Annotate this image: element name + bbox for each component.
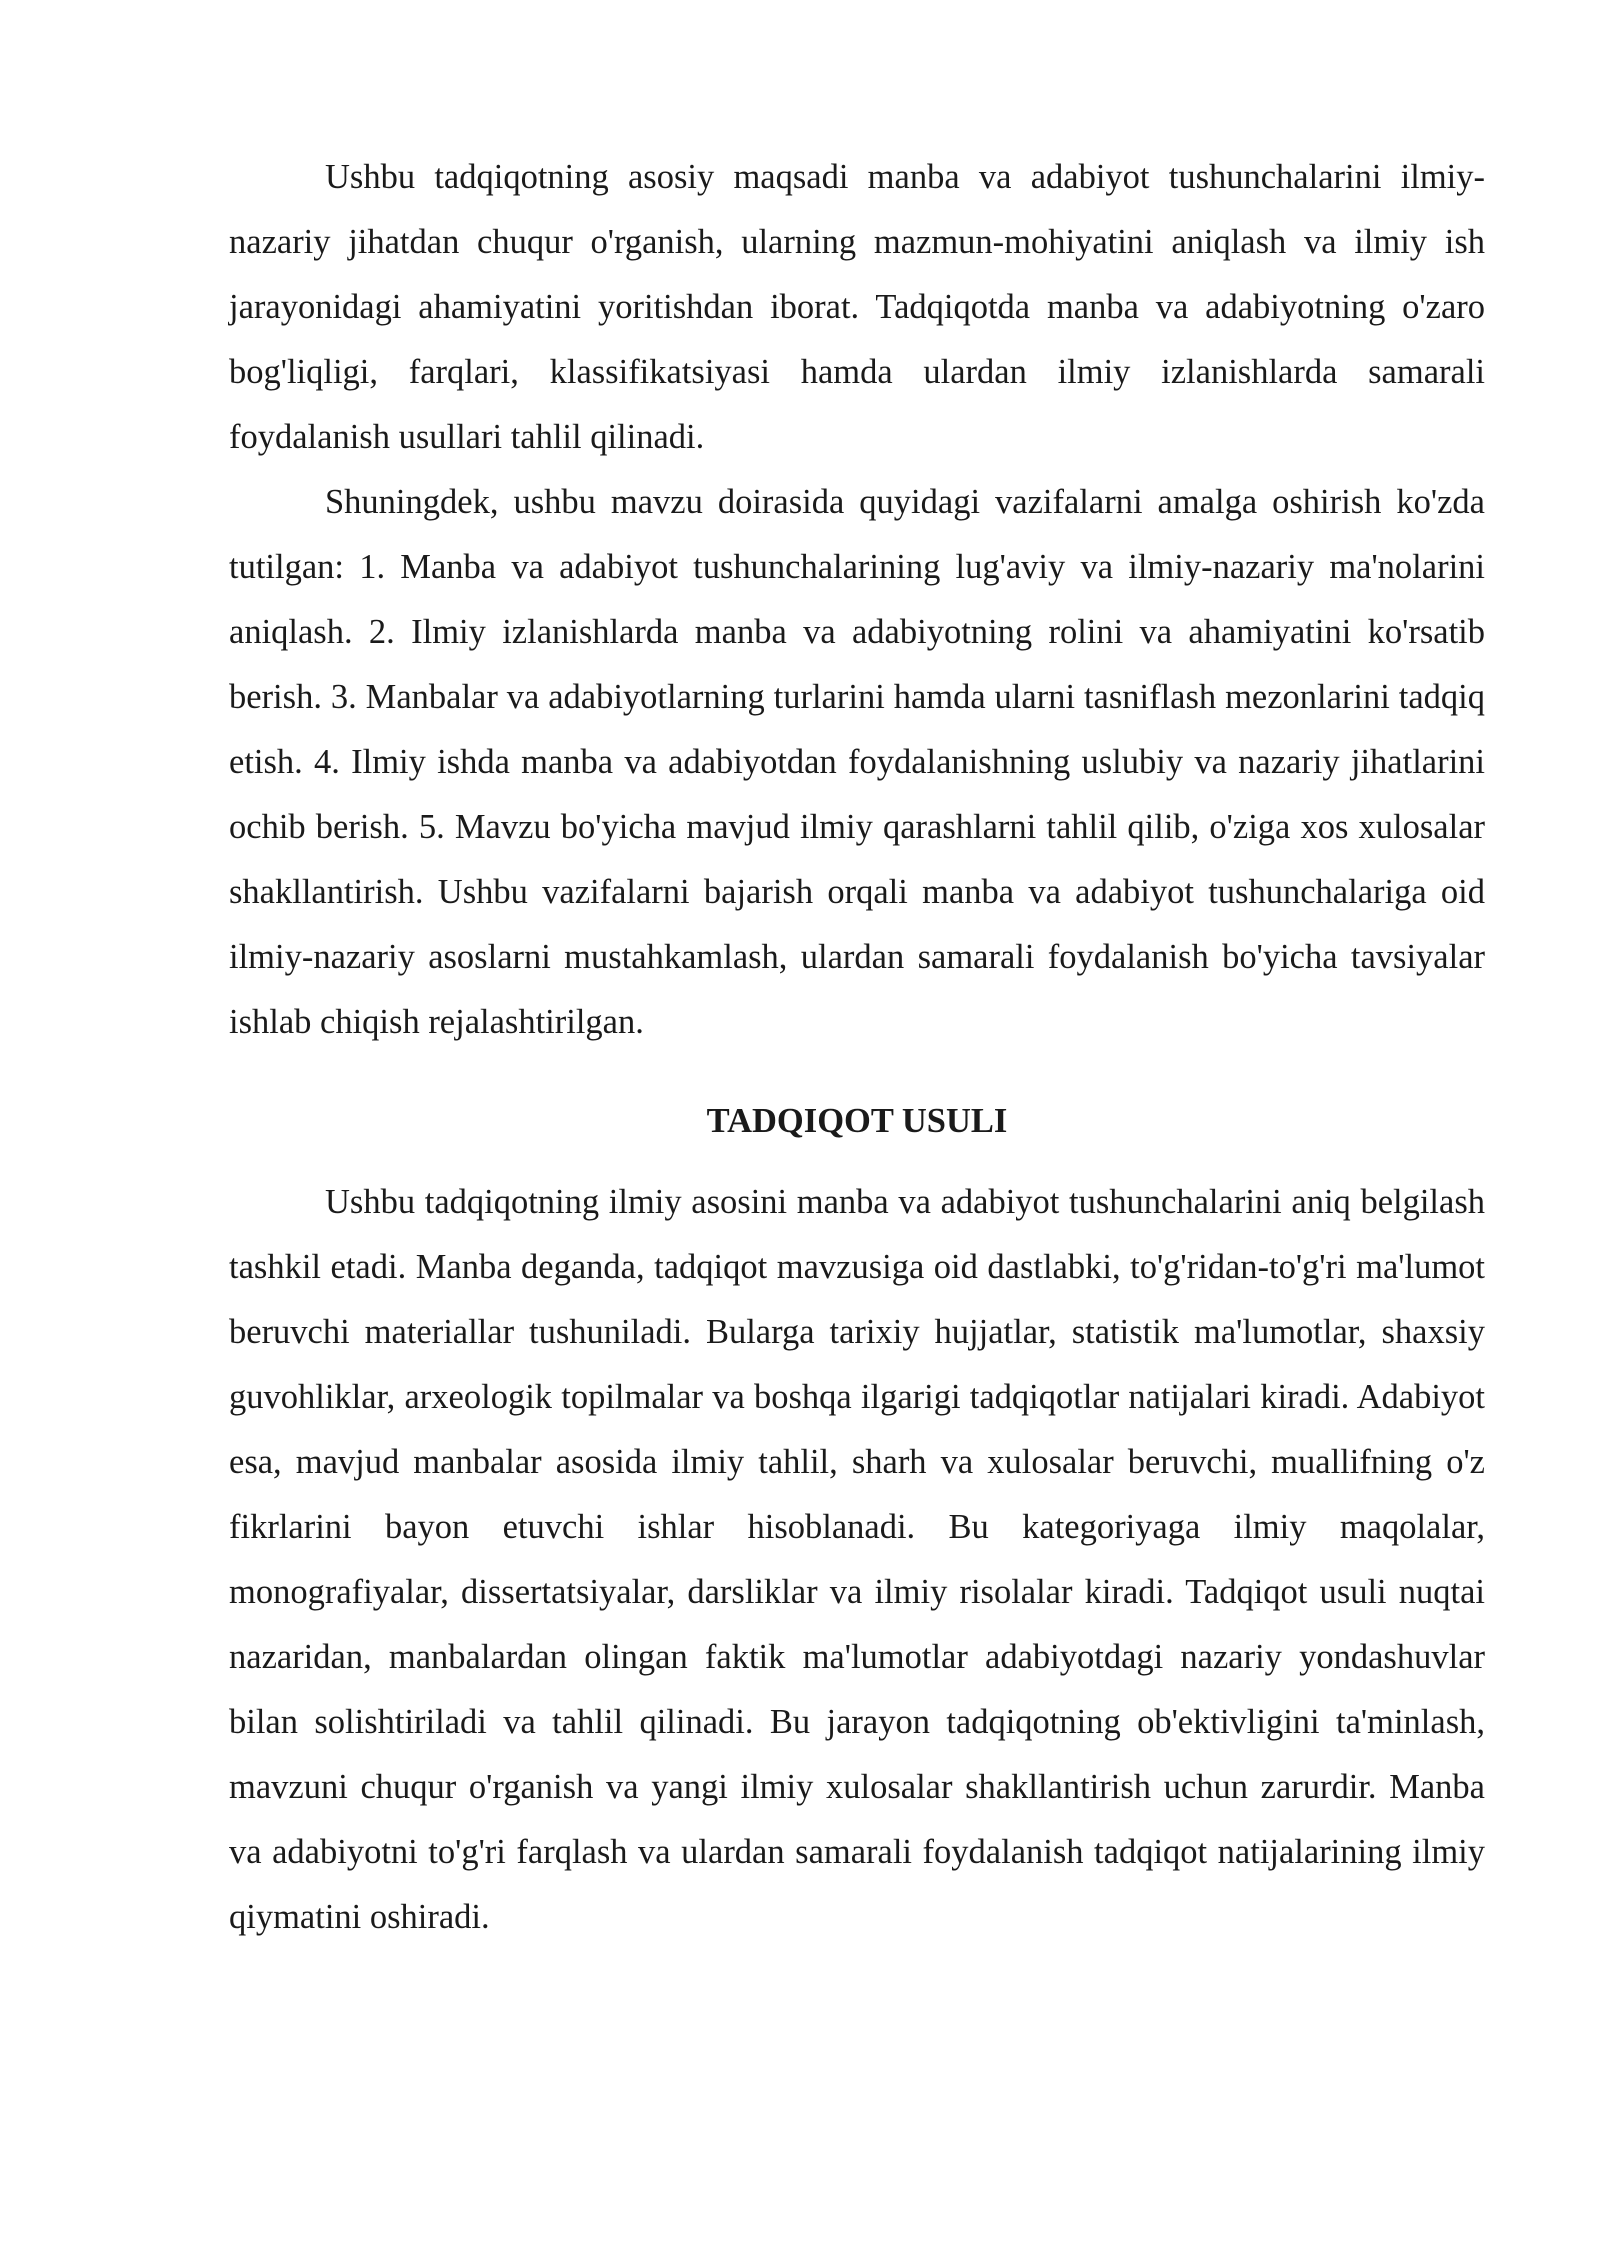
paragraph-purpose: Ushbu tadqiqotning asosiy maqsadi manba va adabiyot tushunchalarini ilmiy-nazariy jihatdan chuqur o'rganish, ularning mazmun-mohiyatini aniqlash va ilmiy ish jarayonidagi ahamiyatini yoritishdan iborat. Tadqiqotda manba va adabiyotning o'zaro bog'liqligi, farqlari, klassifikatsiyasi hamda ulardan ilmiy izlanishlarda samarali foydalanish usullari tahlil qilinadi.	[229, 158, 1485, 456]
section-heading: TADQIQOT USULI	[706, 1102, 1008, 1140]
paragraph-method: Ushbu tadqiqotning ilmiy asosini manba va adabiyot tushunchalarini aniq belgilash tashkil etadi. Manba deganda, tadqiqot mavzusiga oid dastlabki, to'g'ridan-to'g'ri ma'lumot beruvchi materiallar tushuniladi. Bularga tarixiy hujjatlar, statistik ma'lumotlar, shaxsiy guvohliklar, arxeologik topilmalar va boshqa ilgarigi tadqiqotlar natijalari kiradi. Adabiyot esa, mavjud manbalar asosida ilmiy tahlil, sharh va xulosalar beruvchi, muallifning o'z fikrlarini bayon etuvchi ishlar hisoblanadi. Bu kategoriyaga ilmiy maqolalar, monografiyalar, dissertatsiyalar, darsliklar va ilmiy risolalar kiradi. Tadqiqot usuli nuqtai nazaridan, manbalardan olingan faktik ma'lumotlar adabiyotdagi nazariy yondashuvlar bilan solishtiriladi va tahlil qilinadi. Bu jarayon tadqiqotning ob'ektivligini ta'minlash, mavzuni chuqur o'rganish va yangi ilmiy xulosalar shakllantirish uchun zarurdir. Manba va adabiyotni to'g'ri farqlash va ulardan samarali foydalanish tadqiqot natijalarining ilmiy qiymatini oshiradi.	[229, 1183, 1485, 1936]
paragraph-tasks: Shuningdek, ushbu mavzu doirasida quyidagi vazifalarni amalga oshirish ko'zda tutilgan: 1. Manba va adabiyot tushunchalarining lug'aviy va ilmiy-nazariy ma'nolarini aniqlash. 2. Ilmiy izlanishlarda manba va adabiyotning rolini va ahamiyatini ko'rsatib berish. 3. Manbalar va adabiyotlarning turlarini hamda ularni tasniflash mezonlarini tadqiq etish. 4. Ilmiy ishda manba va adabiyotdan foydalanishning uslubiy va nazariy jihatlarini ochib berish. 5. Mavzu bo'yicha mavjud ilmiy qarashlarni tahlil qilib, o'ziga xos xulosalar shakllantirish. Ushbu vazifalarni bajarish orqali manba va adabiyot tushunchalariga oid ilmiy-nazariy asoslarni mustahkamlash, ulardan samarali foydalanish bo'yicha tavsiyalar ishlab chiqish rejalashtirilgan.	[229, 483, 1485, 1041]
document-body	[229, 145, 1485, 1950]
